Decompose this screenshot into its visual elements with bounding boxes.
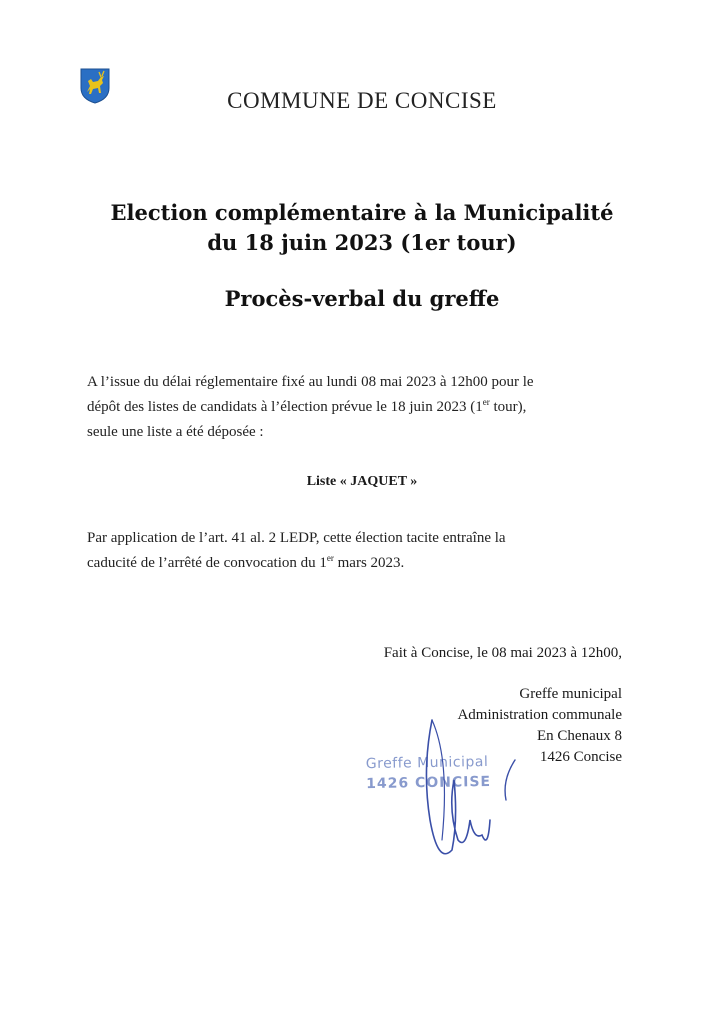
text-span: tour), xyxy=(489,399,527,415)
paragraph-line: Par application de l’art. 41 al. 2 LEDP, cette élection tacite entraîne la xyxy=(87,530,506,546)
document-title-line2: du 18 juin 2023 (1er tour) xyxy=(207,230,517,255)
paragraph-line xyxy=(87,395,647,420)
list-name: Liste « JAQUET » xyxy=(306,474,418,489)
text-span: caducité de l’arrêté de convocation du 1 xyxy=(87,555,327,571)
administration-name: Administration communale xyxy=(457,707,622,723)
paragraph-deposit xyxy=(87,370,647,445)
document-subtitle: Procès-verbal du greffe xyxy=(224,286,500,311)
commune-name: COMMUNE DE CONCISE xyxy=(227,88,497,113)
stamp-line2: 1426 CONCISE xyxy=(366,773,492,793)
paragraph-line: seule une liste a été déposée : xyxy=(87,424,264,440)
superscript: er xyxy=(482,397,490,407)
handwritten-signature xyxy=(410,700,550,880)
text-span: mars 2023. xyxy=(333,555,405,571)
stamp-line1: Greffe Municipal xyxy=(365,753,489,773)
office-name: Greffe municipal xyxy=(519,686,622,702)
street-address: En Chenaux 8 xyxy=(537,728,622,744)
paragraph-line xyxy=(87,551,647,576)
document-title-line1: Election complémentaire à la Municipalité xyxy=(110,200,614,225)
paragraph-application xyxy=(87,526,647,576)
city-address: 1426 Concise xyxy=(539,749,622,765)
text-span: dépôt des listes de candidats à l’élection prévue le 18 juin 2023 (1 xyxy=(87,399,483,415)
paragraph-line: A l’issue du délai réglementaire fixé au lundi 08 mai 2023 à 12h00 pour le xyxy=(87,374,534,390)
place-date: Fait à Concise, le 08 mai 2023 à 12h00, xyxy=(383,645,622,661)
superscript: er xyxy=(326,553,334,563)
